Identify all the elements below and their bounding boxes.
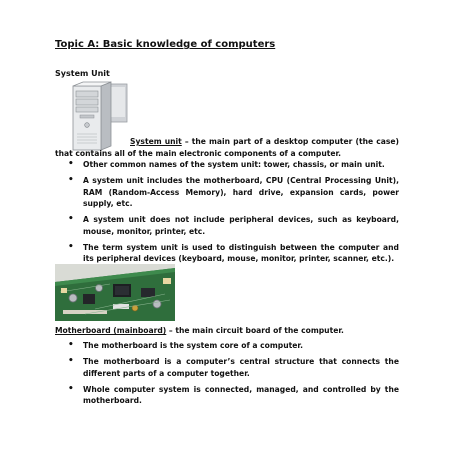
system-unit-definition (55, 136, 399, 160)
section-heading-system-unit: System Unit (55, 69, 110, 78)
page-title: Topic A: Basic knowledge of computers (55, 39, 276, 50)
list-item: • The motherboard is a computer’s central structure that connects the different parts of a computer together. (70, 356, 399, 379)
system-unit-definition-text: – the main part of a desktop computer (the case) that contains all of the main electronic components of a computer. (55, 137, 399, 158)
list-item: • Whole computer system is connected, managed, and controlled by the motherboard. (70, 384, 399, 407)
list-item: • A system unit includes the motherboard, CPU (Central Processing Unit), RAM (Random-Access Memory), hard drive, expansion cards, power supply, etc. (70, 175, 399, 210)
system-unit-term: System unit (130, 137, 182, 146)
motherboard-bullet-list (70, 340, 399, 411)
list-item: • The motherboard is the system core of a computer. (70, 340, 399, 352)
list-item: • Other common names of the system unit: tower, chassis, or main unit. (70, 159, 399, 171)
motherboard-definition (55, 325, 399, 337)
motherboard-term: Motherboard (mainboard) (55, 326, 167, 335)
motherboard-photo (55, 264, 175, 321)
system-unit-bullet-list (70, 159, 399, 269)
list-item: • A system unit does not include peripheral devices, such as keyboard, mouse, monitor, printer, etc. (70, 214, 399, 237)
motherboard-definition-text: – the main circuit board of the computer. (166, 326, 344, 335)
list-item: • The term system unit is used to distinguish between the computer and its peripheral devices (keyboard, mouse, monitor, printer, scanner, etc.). (70, 242, 399, 265)
